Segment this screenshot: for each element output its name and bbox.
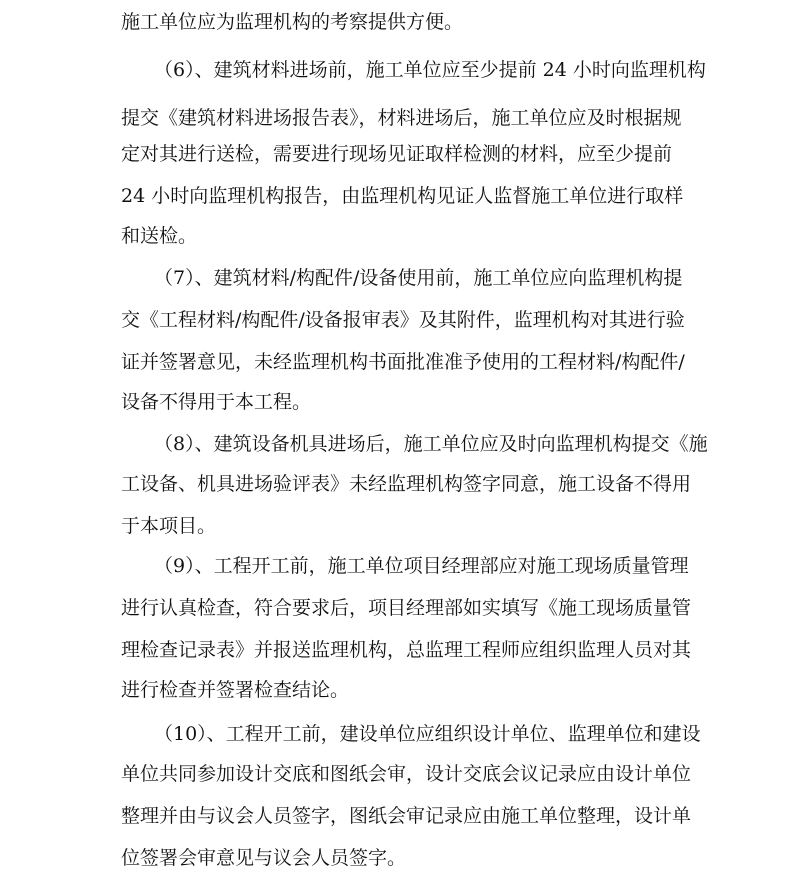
paragraph-7-first-line: （7）、建筑材料/构配件/设备使用前，施工单位应向监理机构提 <box>154 267 683 289</box>
text-line: 提交《建筑材料进场报告表》，材料进场后，施工单位应及时根据规 <box>121 107 682 129</box>
text-line: 单位共同参加设计交底和图纸会审，设计交底会议记录应由设计单位 <box>121 763 692 785</box>
text-line: 24 小时向监理机构报告，由监理机构见证人监督施工单位进行取样 <box>121 185 684 207</box>
text-line: 交《工程材料/构配件/设备报审表》及其附件，监理机构对其进行验 <box>121 309 685 331</box>
text-line: 和送检。 <box>121 225 198 247</box>
paragraph-8-first-line: （8）、建筑设备机具进场后，施工单位应及时向监理机构提交《施 <box>154 433 708 455</box>
text-line: 于本项目。 <box>121 515 217 537</box>
text-line: 进行检查并签署检查结论。 <box>121 679 350 701</box>
text-line: 整理并由与议会人员签字，图纸会审记录应由施工单位整理，设计单 <box>121 805 692 827</box>
text-line: 定对其进行送检，需要进行现场见证取样检测的材料，应至少提前 <box>121 143 673 165</box>
text-line: 位签署会审意见与议会人员签字。 <box>121 847 407 869</box>
paragraph-6-first-line: （6）、建筑材料进场前，施工单位应至少提前 24 小时向监理机构 <box>154 59 706 81</box>
paragraph-10-first-line: （10）、工程开工前，建设单位应组织设计单位、监理单位和建设 <box>154 723 701 745</box>
text-line: 证并签署意见，未经监理机构书面批准准予使用的工程材料/构配件/ <box>121 351 685 373</box>
text-line: 理检查记录表》并报送监理机构，总监理工程师应组织监理人员对其 <box>121 639 692 661</box>
text-line: 进行认真检查，符合要求后，项目经理部如实填写《施工现场质量管 <box>121 597 692 619</box>
text-line: 工设备、机具进场验评表》未经监理机构签字同意，施工设备不得用 <box>121 473 692 495</box>
text-line: 施工单位应为监理机构的考察提供方便。 <box>121 11 464 33</box>
text-line: 设备不得用于本工程。 <box>121 391 312 413</box>
paragraph-9-first-line: （9）、工程开工前，施工单位项目经理部应对施工现场质量管理 <box>154 555 689 577</box>
